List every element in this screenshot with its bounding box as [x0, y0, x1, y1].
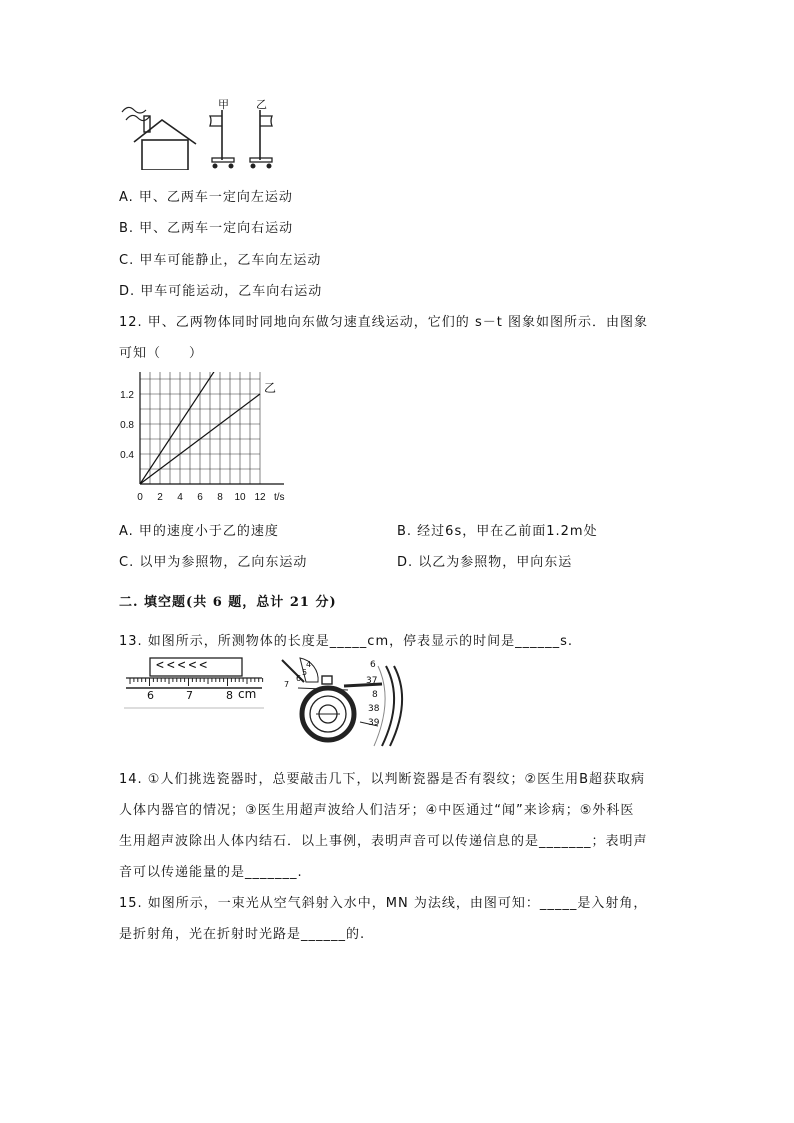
q14-line2: 人体内器官的情况；③医生用超声波给人们洁牙；④中医通过“闻”来诊病；⑤外科医 [119, 803, 635, 818]
x-tick-label: 10 [234, 492, 246, 503]
q11-option-b: B. 甲、乙两车一定向右运动 [119, 221, 294, 236]
dial-small-7: 7 [284, 680, 290, 689]
q14-line1: 14. ①人们挑选瓷器时，总要敲击几下，以判断瓷器是否有裂纹；②医生用B超获取病 [119, 772, 646, 787]
x-tick-label: 6 [197, 492, 203, 503]
ruler-figure [124, 656, 264, 712]
q11-option-a: A. 甲、乙两车一定向左运动 [119, 190, 293, 205]
y-tick-label: 1.2 [120, 390, 134, 401]
dial-big-8: 8 [372, 690, 378, 700]
q15-line1: 15. 如图所示，一束光从空气斜射入水中，MN 为法线，由图可知：_____是入射角， [119, 896, 648, 911]
x-tick-label: 8 [217, 492, 223, 503]
x-axis-label: t/s [274, 492, 285, 503]
dial-big-38: 38 [368, 704, 380, 714]
block-marks: <<<<< [156, 658, 211, 673]
y-tick-label: 0.8 [120, 420, 134, 431]
section-title: 二. 填空题(共 6 题，总计 21 分) [119, 595, 337, 610]
y-tick-label: 0.4 [120, 450, 134, 461]
q14-line4: 音可以传递能量的是_______. [119, 865, 303, 880]
ruler-label-7: 7 [186, 689, 193, 702]
st-chart [112, 372, 312, 507]
q14-line3: 生用超声波除出人体内结石．以上事例，表明声音可以传递信息的是_______；表明声 [119, 834, 648, 849]
flag-label-jia: 甲 [218, 98, 229, 111]
ruler-unit: cm [238, 687, 257, 701]
q12-option-a: A. 甲的速度小于乙的速度 [119, 524, 279, 539]
dial-small-4: 4 [306, 660, 312, 669]
dial-small-6: 6 [296, 674, 302, 683]
x-tick-label: 4 [177, 492, 183, 503]
q11-option-c: C. 甲车可能静止，乙车向左运动 [119, 253, 322, 268]
dial-big-37: 37 [366, 676, 378, 686]
flag-label-yi: 乙 [256, 98, 267, 111]
dial-small-5: 5 [302, 668, 308, 677]
ruler-label-6: 6 [147, 689, 154, 702]
stopwatch-figure [278, 652, 406, 750]
x-tick-label: 2 [157, 492, 163, 503]
dial-big-39: 39 [368, 718, 380, 728]
q12-stem-line1: 12. 甲、乙两物体同时同地向东做匀速直线运动，它们的 s－t 图象如图所示．由图象 [119, 315, 648, 330]
dial-big-6: 6 [370, 660, 376, 670]
house-cart-figure [118, 100, 288, 170]
q12-option-c: C. 以甲为参照物，乙向东运动 [119, 555, 308, 570]
q11-option-d: D. 甲车可能运动，乙车向右运动 [119, 284, 323, 299]
q13-stem: 13. 如图所示，所测物体的长度是_____cm，停表显示的时间是______s. [119, 634, 574, 649]
q12-stem-line2: 可知（ ） [119, 346, 204, 361]
x-tick-label: 12 [254, 492, 266, 503]
q15-line2: 是折射角，光在折射时光路是______的. [119, 927, 366, 942]
x-tick-label: 0 [137, 492, 143, 503]
q12-option-d: D. 以乙为参照物，甲向东运 [397, 555, 573, 570]
series-label-2: 乙 [264, 381, 277, 395]
ruler-label-8: 8 [226, 689, 233, 702]
q12-option-b: B. 经过6s，甲在乙前面1.2m处 [397, 524, 598, 539]
